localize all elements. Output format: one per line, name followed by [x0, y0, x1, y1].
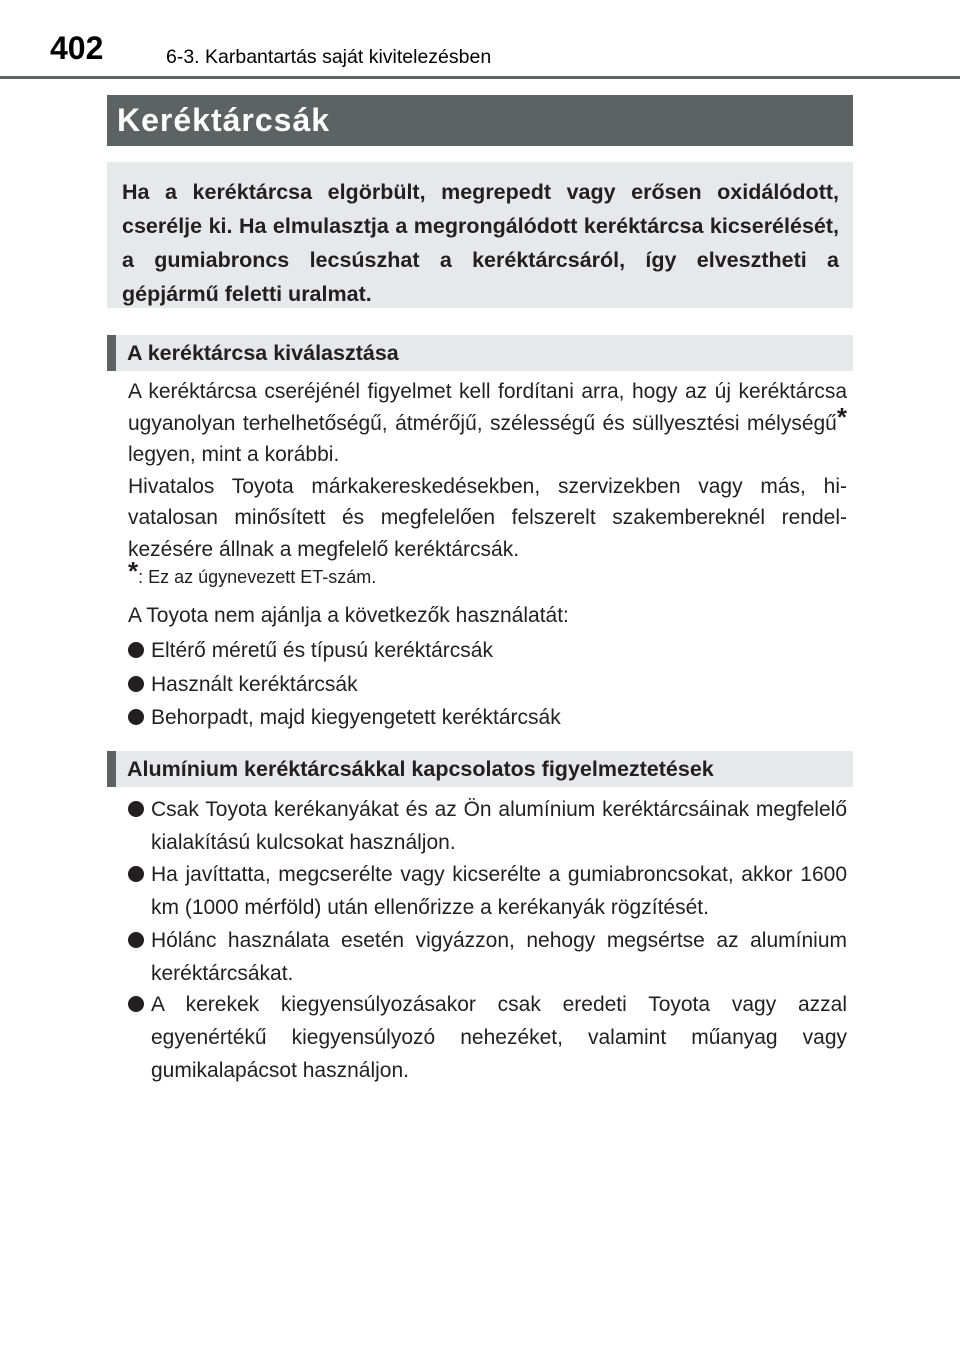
list-item [128, 793, 847, 859]
selection-paragraph-2: Hivatalos Toyota márkakereskedésekben, szervizekben vagy más, hivatalosan minősített és megfelelően felszerelt szakembereknél rendelkezésére állnak a megfelelő keréktárcsák. [128, 474, 847, 561]
list-item-text: Behorpadt, majd kiegyengetett keréktárcsák [151, 706, 561, 729]
list-item-text: Eltérő méretű és típusú keréktárcsák [151, 639, 493, 662]
subheading-selection [107, 335, 853, 371]
footnote-text: : Ez az úgynevezett ET-szám. [138, 567, 377, 587]
subheading-aluminium-label: Alumínium keréktárcsákkal kapcsolatos figyelmeztetések [127, 757, 714, 781]
bullet-icon [128, 801, 144, 817]
page-title: Keréktárcsák [117, 102, 331, 138]
list-item [128, 858, 847, 924]
bullet-icon [128, 642, 144, 658]
selection-paragraph-1-text: A keréktárcsa cseréjénél figyelmet kell fordítani arra, hogy az új keréktárcsa ugyanolyan terhelhetőségű, átmérőjű, szélességű és süllyesztési mélységű [128, 380, 847, 435]
list-item [128, 634, 847, 667]
not-recommended-intro: A Toyota nem ajánlja a következők használatát: [128, 604, 569, 627]
section-breadcrumb: 6-3. Karbantartás saját kivitelezésben [166, 46, 492, 68]
list-item [128, 701, 847, 734]
bullet-icon [128, 709, 144, 725]
bullet-icon [128, 996, 144, 1012]
selection-body [128, 376, 847, 565]
subheading-aluminium [107, 751, 853, 787]
bullet-icon [128, 676, 144, 692]
bullet-icon [128, 932, 144, 948]
warning-text: Ha a keréktárcsa elgörbült, megrepedt vagy erősen oxidálódott, cserélje ki. Ha elmulasztja a megrongálódott keréktárcsa kicserélését, a gumiabroncs lecsúszhat a keréktárcsáról, így elvesztheti a gépjármű feletti uralmat. [122, 180, 839, 306]
footnote-star: * [836, 401, 847, 432]
header-rule [0, 76, 960, 79]
footnote-star-marker: * [128, 556, 139, 586]
list-item-text: Ha javíttatta, megcserélte vagy kicserélte a gumiabroncsokat, akkor 1600 km (1000 mérföld) után ellenőrizze a kerékanyák rögzítését. [151, 863, 847, 919]
list-item [128, 668, 847, 701]
selection-paragraph-1-end: legyen, mint a korábbi. [128, 443, 340, 466]
warning-box [107, 162, 853, 308]
page-number: 402 [50, 30, 104, 66]
list-item [128, 988, 847, 1087]
title-bar [107, 95, 853, 146]
selection-paragraph-1 [128, 376, 847, 471]
list-item-text: Hólánc használata esetén vigyázzon, nehogy megsértse az alumínium keréktárcsákat. [151, 929, 847, 985]
list-item-text: Csak Toyota kerékanyákat és az Ön alumínium keréktárcsáinak megfelelő kialakítású kulcsokat használjon. [151, 798, 847, 854]
bullet-icon [128, 866, 144, 882]
footnote [128, 556, 377, 590]
list-item-text: A kerekek kiegyensúlyozásakor csak eredeti Toyota vagy azzal egyenértékű kiegyensúlyozó nehezéket, valamint műanyag vagy gumikalapácsot használjon. [151, 993, 847, 1082]
list-item-text: Használt keréktárcsák [151, 673, 358, 696]
subheading-selection-label: A keréktárcsa kiválasztása [127, 341, 399, 365]
list-item [128, 924, 847, 990]
